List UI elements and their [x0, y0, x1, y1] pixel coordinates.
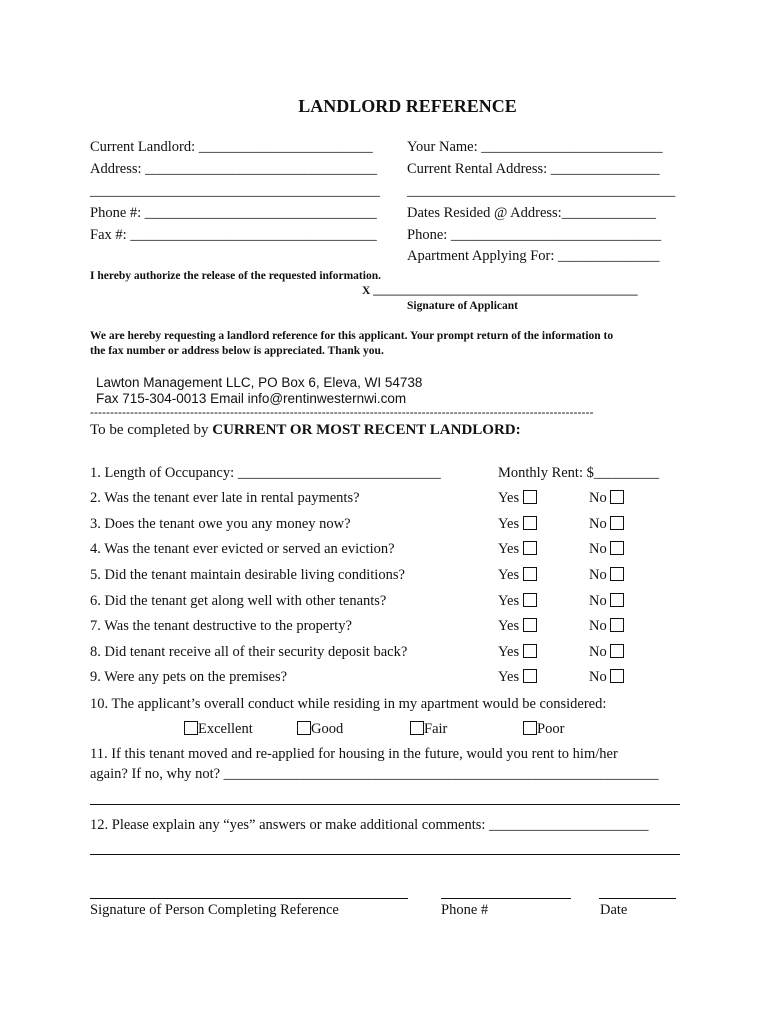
page-title: LANDLORD REFERENCE [298, 96, 517, 116]
signature-label: Signature of Person Completing Reference [90, 902, 339, 918]
no-label: No [589, 618, 607, 634]
no-label: No [589, 644, 607, 660]
request-text-line-1: We are hereby requesting a landlord reference for this applicant. Your prompt return of the information to [90, 330, 614, 342]
rating-option-fair[interactable] [410, 721, 447, 738]
no-option-6[interactable] [589, 593, 624, 610]
date-line[interactable] [599, 898, 676, 899]
question-3: 3. Does the tenant owe you any money now? [90, 516, 351, 532]
length-of-occupancy-field[interactable]: 1. Length of Occupancy: ____________________________ [90, 465, 441, 481]
no-checkbox[interactable] [610, 644, 624, 658]
yes-label: Yes [498, 541, 520, 557]
yes-option-8[interactable] [498, 644, 537, 661]
signature-of-applicant-label: Signature of Applicant [407, 300, 518, 312]
dates-resided-field[interactable]: Dates Resided @ Address:_____________ [407, 205, 656, 221]
rating-checkbox[interactable] [410, 721, 424, 735]
question-2: 2. Was the tenant ever late in rental payments? [90, 490, 360, 506]
rating-option-good[interactable] [297, 721, 343, 738]
current-rental-address-field[interactable]: Current Rental Address: _______________ [407, 161, 660, 177]
yes-checkbox[interactable] [523, 541, 537, 555]
section-header [90, 422, 521, 439]
fax-field[interactable]: Fax #: __________________________________ [90, 227, 377, 243]
yes-checkbox[interactable] [523, 669, 537, 683]
your-name-field[interactable]: Your Name: _________________________ [407, 139, 663, 155]
address-line-2-field[interactable]: ________________________________________ [90, 183, 380, 199]
monthly-rent-field[interactable]: Monthly Rent: $_________ [498, 465, 660, 481]
signature-line[interactable] [90, 898, 408, 899]
yes-option-4[interactable] [498, 541, 537, 558]
yes-option-3[interactable] [498, 516, 537, 533]
no-label: No [589, 593, 607, 609]
current-landlord-field[interactable]: Current Landlord: ________________________ [90, 139, 373, 155]
yes-label: Yes [498, 669, 520, 685]
rating-label: Fair [424, 721, 448, 737]
section-header-prefix: To be completed by [90, 422, 209, 438]
no-option-8[interactable] [589, 644, 624, 661]
rating-option-excellent[interactable] [184, 721, 253, 738]
question-7: 7. Was the tenant destructive to the property? [90, 618, 352, 634]
no-option-5[interactable] [589, 567, 624, 584]
yes-checkbox[interactable] [523, 567, 537, 581]
yes-checkbox[interactable] [523, 593, 537, 607]
section-header-bold: CURRENT OR MOST RECENT LANDLORD: [212, 422, 521, 438]
answer-line-2[interactable] [90, 854, 680, 855]
question-6: 6. Did the tenant get along well with other tenants? [90, 593, 387, 609]
no-label: No [589, 567, 607, 583]
date-label: Date [600, 902, 628, 918]
no-label: No [589, 490, 607, 506]
rating-label: Good [311, 721, 344, 737]
company-contact: Fax 715-304-0013 Email info@rentinwesternwi.com [96, 391, 407, 406]
yes-checkbox[interactable] [523, 618, 537, 632]
phone-right-field[interactable]: Phone: _____________________________ [407, 227, 662, 243]
rent-again-question: 11. If this tenant moved and re-applied for housing in the future, would you rent to him/her [90, 746, 618, 762]
authorization-text: I hereby authorize the release of the requested information. [90, 270, 381, 282]
apartment-applying-field[interactable]: Apartment Applying For: ______________ [407, 248, 660, 264]
yes-label: Yes [498, 644, 520, 660]
yes-label: Yes [498, 593, 520, 609]
yes-label: Yes [498, 618, 520, 634]
rating-label: Excellent [198, 721, 253, 737]
rental-address-line-2-field[interactable]: _____________________________________ [407, 183, 676, 199]
rent-again-answer-field[interactable]: again? If no, why not? ____________________________________________________________ [90, 766, 659, 782]
yes-label: Yes [498, 567, 520, 583]
no-option-2[interactable] [589, 490, 624, 507]
question-4: 4. Was the tenant ever evicted or served an eviction? [90, 541, 395, 557]
answer-line-1[interactable] [90, 804, 680, 805]
yes-option-5[interactable] [498, 567, 537, 584]
divider-line: ------------------------------------------------------------------------------------------------------------------------------ [90, 405, 594, 419]
rating-checkbox[interactable] [523, 721, 537, 735]
yes-option-6[interactable] [498, 593, 537, 610]
yes-option-2[interactable] [498, 490, 537, 507]
yes-checkbox[interactable] [523, 516, 537, 530]
no-checkbox[interactable] [610, 490, 624, 504]
no-checkbox[interactable] [610, 567, 624, 581]
no-label: No [589, 669, 607, 685]
no-option-7[interactable] [589, 618, 624, 635]
yes-checkbox[interactable] [523, 644, 537, 658]
yes-label: Yes [498, 490, 520, 506]
rating-label: Poor [537, 721, 565, 737]
phone-label: Phone # [441, 902, 489, 918]
yes-checkbox[interactable] [523, 490, 537, 504]
no-option-4[interactable] [589, 541, 624, 558]
phone-field[interactable]: Phone #: ________________________________ [90, 205, 377, 221]
yes-option-7[interactable] [498, 618, 537, 635]
request-text-line-2: the fax number or address below is appreciated. Thank you. [90, 345, 384, 357]
question-9: 9. Were any pets on the premises? [90, 669, 288, 685]
question-8: 8. Did tenant receive all of their security deposit back? [90, 644, 408, 660]
no-checkbox[interactable] [610, 593, 624, 607]
applicant-signature-field[interactable]: X ______________________________________________ [362, 285, 638, 297]
comments-question[interactable]: 12. Please explain any “yes” answers or make additional comments: ______________________ [90, 817, 649, 833]
address-field[interactable]: Address: ________________________________ [90, 161, 378, 177]
company-address: Lawton Management LLC, PO Box 6, Eleva, WI 54738 [96, 375, 423, 390]
rating-option-poor[interactable] [523, 721, 564, 738]
rating-checkbox[interactable] [297, 721, 311, 735]
no-checkbox[interactable] [610, 541, 624, 555]
no-checkbox[interactable] [610, 618, 624, 632]
yes-option-9[interactable] [498, 669, 537, 686]
rating-checkbox[interactable] [184, 721, 198, 735]
question-5: 5. Did the tenant maintain desirable living conditions? [90, 567, 405, 583]
no-option-9[interactable] [589, 669, 624, 686]
no-option-3[interactable] [589, 516, 624, 533]
no-checkbox[interactable] [610, 516, 624, 530]
no-checkbox[interactable] [610, 669, 624, 683]
yes-label: Yes [498, 516, 520, 532]
no-label: No [589, 541, 607, 557]
conduct-question: 10. The applicant’s overall conduct while residing in my apartment would be considered: [90, 696, 607, 712]
no-label: No [589, 516, 607, 532]
phone-line[interactable] [441, 898, 571, 899]
